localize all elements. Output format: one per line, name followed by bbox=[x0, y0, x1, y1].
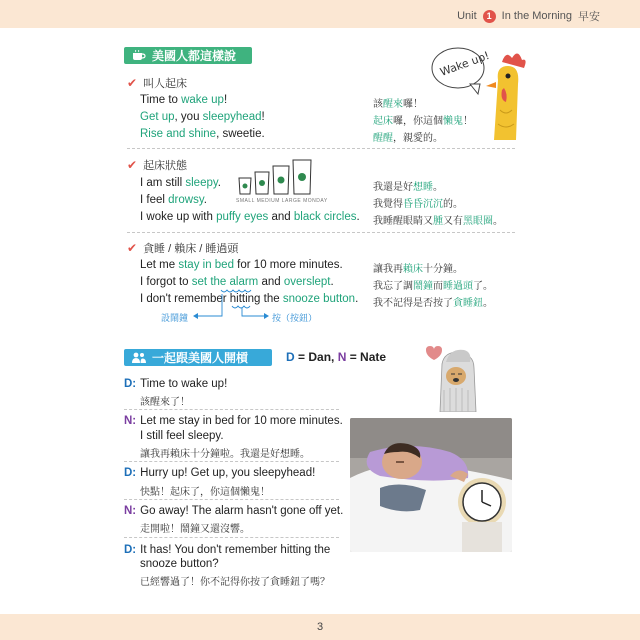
sleeping-man-photo bbox=[350, 418, 512, 552]
coffee-cup-icon bbox=[132, 50, 146, 61]
dialogue-line: N: Let me stay in bed for 10 more minutes. bbox=[124, 415, 343, 427]
category-waking-state bbox=[127, 157, 187, 173]
dialogue-title-band bbox=[124, 349, 272, 366]
dialogue-title: 一起跟美國人開槓 bbox=[152, 351, 249, 365]
page-number: 3 bbox=[316, 621, 324, 633]
category-oversleep bbox=[127, 240, 238, 256]
unit-label: Unit bbox=[457, 10, 477, 22]
coffee-cups-illustration bbox=[237, 158, 313, 200]
phrase-cn: 讓我再賴床十分鐘。 bbox=[373, 264, 463, 275]
dialogue-line: D: Time to wake up! bbox=[124, 378, 228, 390]
divider bbox=[124, 461, 339, 462]
dialogue-line-cont: I still feel sleepy. bbox=[140, 430, 224, 442]
divider bbox=[127, 232, 515, 233]
section-title-band bbox=[124, 47, 252, 64]
phrase-en: I feel drowsy. bbox=[140, 194, 207, 206]
people-icon bbox=[132, 352, 146, 363]
phrase-en: Rise and shine, sweetie. bbox=[140, 128, 265, 140]
phrase-en: Get up, you sleepyhead! bbox=[140, 111, 265, 123]
check-icon: ✔ bbox=[127, 158, 138, 172]
divider bbox=[124, 499, 339, 500]
unit-number-badge: 1 bbox=[483, 10, 496, 23]
phrase-en: I don't remember hitting the snooze button. bbox=[140, 293, 359, 305]
phrase-en: Let me stay in bed for 10 more minutes. bbox=[140, 259, 343, 271]
phrase-cn: 我覺得昏昏沉沉的。 bbox=[373, 199, 463, 210]
unit-header bbox=[457, 8, 600, 24]
divider bbox=[124, 537, 339, 538]
dialogue-cn: 走開啦！鬧鐘又還沒響。 bbox=[140, 524, 250, 535]
phrase-cn: 起床囉，你這個懶鬼！ bbox=[373, 116, 473, 127]
dialogue-line: N: Go away! The alarm hasn't gone off yet. bbox=[124, 505, 344, 517]
category-label: 貪睡 / 賴床 / 睡過頭 bbox=[143, 243, 239, 255]
bubble-text: Wake up! bbox=[438, 49, 492, 79]
category-label: 起床狀態 bbox=[143, 160, 188, 172]
phrase-en: I forgot to set the alarm and overslept. bbox=[140, 276, 334, 288]
dialogue-cn: 快點！起床了，你這個懶鬼！ bbox=[140, 487, 270, 498]
check-icon: ✔ bbox=[127, 76, 138, 90]
divider bbox=[124, 409, 339, 410]
speaker-legend: D = Dan, N = Nate bbox=[286, 350, 387, 364]
category-wake-someone bbox=[127, 75, 187, 91]
phrase-cn: 該醒來囉！ bbox=[373, 99, 423, 110]
phrase-en: I am still sleepy. bbox=[140, 177, 221, 189]
section-title: 美國人都這樣說 bbox=[152, 49, 237, 63]
dialogue-cn: 該醒來了！ bbox=[140, 397, 190, 408]
dialogue-line-cont: snooze button? bbox=[140, 558, 219, 570]
dialogue-line: D: Hurry up! Get up, you sleepyhead! bbox=[124, 467, 316, 479]
annotation-press-button: 按（按鈕） bbox=[272, 313, 318, 323]
category-label: 叫人起床 bbox=[143, 78, 188, 90]
check-icon: ✔ bbox=[127, 241, 138, 255]
phrase-cn: 我忘了調鬧鐘而睡過頭了。 bbox=[373, 281, 493, 292]
dialogue-cn: 讓我再賴床十分鐘啦。我還是好想睡。 bbox=[140, 449, 310, 460]
phrase-cn: 我睡醒眼睛又腫又有黑眼圈。 bbox=[373, 216, 503, 227]
divider bbox=[127, 148, 515, 149]
phrase-cn: 我還是好想睡。 bbox=[373, 182, 443, 193]
unit-title-cn: 早安 bbox=[578, 11, 600, 23]
phrase-cn: 我不記得是否按了貪睡鈕。 bbox=[373, 298, 493, 309]
phrase-en: I woke up with puffy eyes and black circles. bbox=[140, 211, 360, 223]
phrase-cn: 醒醒，親愛的。 bbox=[373, 133, 443, 144]
dialogue-cn: 已經響過了！你不記得你按了貪睡鈕了嗎？ bbox=[140, 577, 330, 588]
cup-size-labels: SMALL MEDIUM LARGE MONDAY bbox=[236, 198, 328, 204]
annotation-set-alarm: 設鬧鐘 bbox=[161, 313, 189, 323]
dialogue-line: D: It has! You don't remember hitting the bbox=[124, 544, 331, 556]
sleepy-bear-illustration bbox=[420, 342, 482, 412]
unit-title: In the Morning bbox=[501, 10, 572, 22]
phrase-en: Time to wake up! bbox=[140, 94, 228, 106]
